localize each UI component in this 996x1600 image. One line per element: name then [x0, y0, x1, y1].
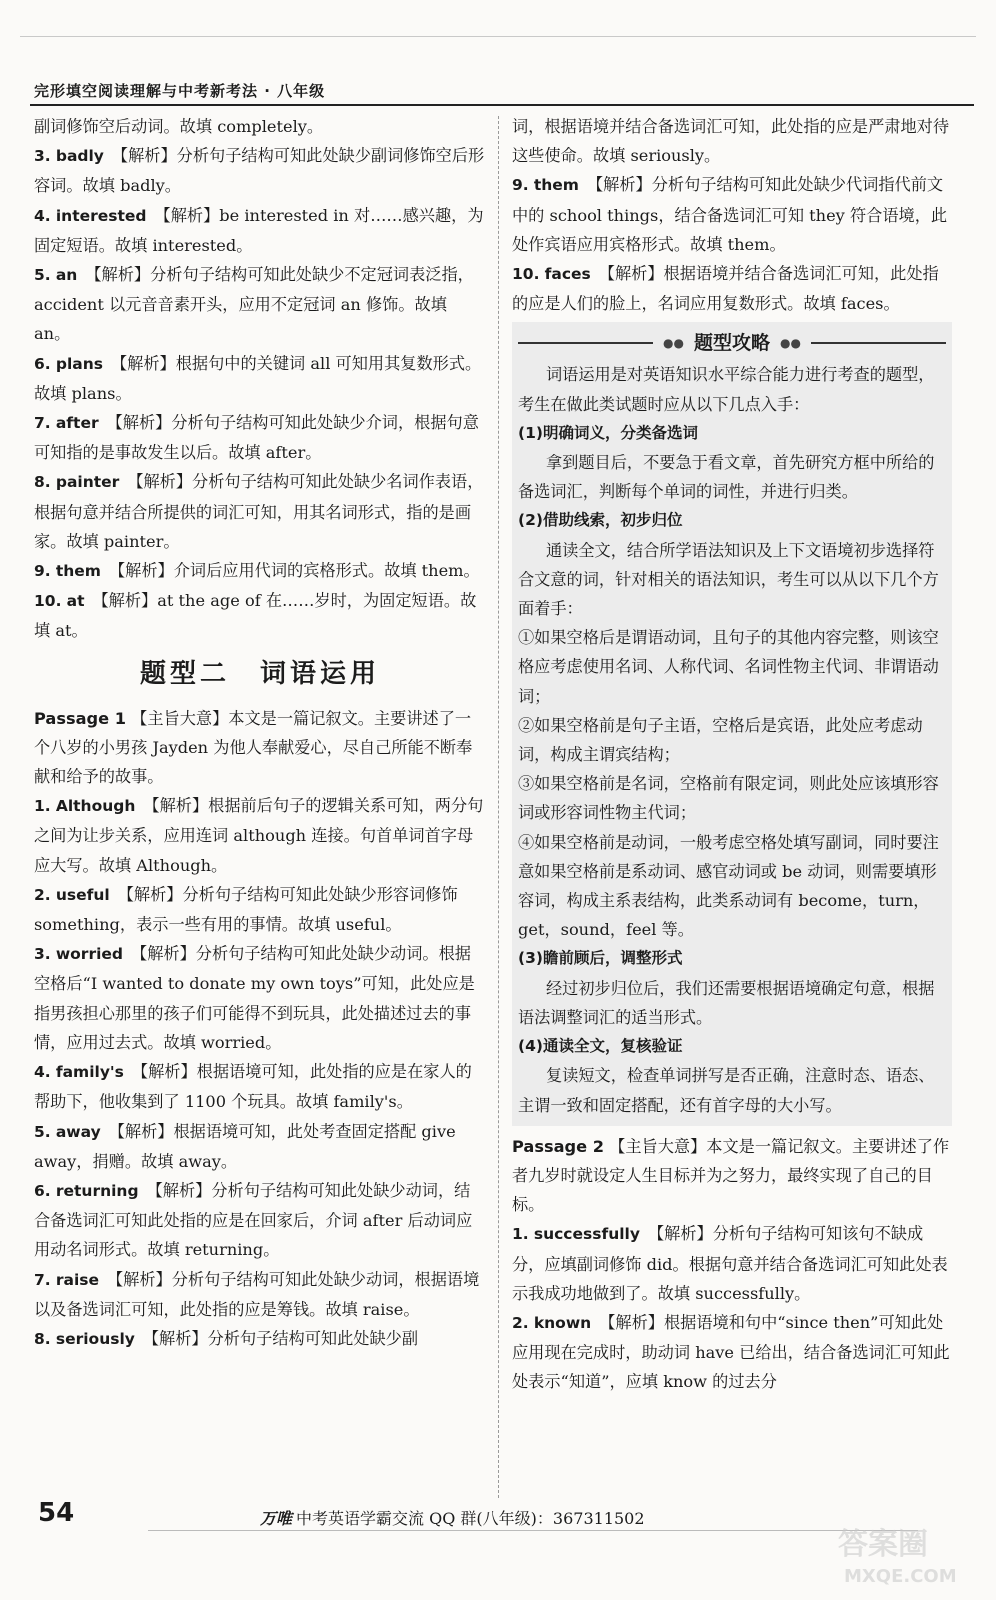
answer-list-passage-2: [512, 1219, 952, 1396]
answer-item: [34, 201, 486, 260]
strategy-step-3-title: (3)瞻前顾后，调整形式: [518, 949, 683, 968]
passage-2-summary-text: 【主旨大意】本文是一篇记叙文。主要讲述了作者九岁时就设定人生目标并为之努力，最终实现了自己的目标。: [512, 1136, 950, 1215]
strategy-step-2-text: 通读全文，结合所学语法知识及上下文语境初步选择符合文意的词，针对相关的语法知识，考生可以从以下几个方面着手：: [518, 540, 939, 619]
answer-word: known: [533, 1313, 592, 1332]
answer-item: [34, 349, 486, 408]
answer-word: interested: [55, 206, 147, 225]
answer-word: useful: [55, 885, 110, 904]
answer-number: 6.: [34, 354, 51, 373]
dots-icon: ●●: [780, 336, 801, 351]
header-rule: [30, 104, 974, 106]
top-rule: [20, 36, 976, 37]
answer-explanation: 【解析】分析句子结构可知此处缺少动词，根据语境以及备选词汇可知，此处指的应是筹钱。故填 raise。: [34, 1269, 480, 1319]
answer-item: [34, 556, 486, 586]
passage-2-summary: [512, 1132, 952, 1220]
answer-number: 10.: [34, 592, 62, 611]
answer-explanation: 【解析】分析句子结构可知此处缺少名词作表语，根据句意并结合所提供的词汇可知，用其名词形式，指的是画家。故填 painter。: [34, 472, 484, 551]
answer-explanation: 【解析】分析句子结构可知此处缺少不定冠词表泛指，accident 以元音音素开头，应用不定冠词 an 修饰。故填 an。: [34, 265, 474, 344]
strategy-title: 题型攻略: [694, 332, 771, 355]
answer-explanation: 【解析】分析句子结构可知此处缺少动词。根据空格后“I wanted to donate my own toys”可知，此处应是指男孩担心那里的孩子们可能得不到玩具，此处描述过去的事情，应用过去式。故填 worried。: [34, 944, 475, 1052]
answer-item: [34, 467, 486, 556]
answer-number: 6.: [34, 1181, 51, 1200]
answer-word: after: [55, 414, 99, 433]
answer-word: away: [55, 1122, 101, 1141]
strategy-step-4-text: 复读短文，检查单词拼写是否正确，注意时态、语态、主谓一致和固定搭配，还有首字母的大小写。: [518, 1066, 935, 1115]
answer-number: 1.: [34, 797, 51, 816]
answer-list-passage-prev: [34, 112, 486, 646]
answer-item: [34, 880, 486, 939]
answer-explanation: 【解析】分析句子结构可知此处缺少形容词修饰 something，表示一些有用的事情。故填 useful。: [34, 884, 458, 935]
answer-item: [512, 259, 952, 318]
page-number: 54: [38, 1498, 75, 1528]
answer-number: 7.: [34, 1270, 51, 1289]
answer-word: successfully: [533, 1225, 640, 1244]
answer-explanation: 【解析】at the age of 在……岁时，为固定短语。故填 at。: [34, 591, 477, 641]
answer-word: raise: [55, 1270, 99, 1289]
answer-item: [512, 170, 952, 259]
heading-line-left: [518, 342, 653, 344]
answer-item: [34, 408, 486, 467]
passage-1-summary-text: 【主旨大意】本文是一篇记叙文。主要讲述了一个八岁的小男孩 Jayden 为他人奉献爱心，尽自己所能不断奉献和给予的故事。: [34, 708, 473, 787]
dots-icon: ●●: [663, 336, 684, 351]
svg-text:答案圈: 答案圈: [838, 1527, 928, 1562]
svg-text:MXQE.COM: MXQE.COM: [844, 1566, 957, 1587]
strategy-point: ③如果空格前是名词，空格前有限定词，则此处应该填形容词或形容词性物主代词；: [518, 774, 939, 823]
answer-number: 3.: [34, 945, 51, 964]
answer-item: [34, 260, 486, 349]
answer-item: [34, 939, 486, 1057]
answer-number: 4.: [34, 1063, 51, 1082]
answer-word: returning: [55, 1181, 139, 1200]
answer-explanation: 【解析】根据句中的关键词 all 可知用其复数形式。故填 plans。: [34, 353, 482, 403]
answer-number: 4.: [34, 206, 51, 225]
watermark-logo: [830, 1520, 980, 1590]
answer-list-passage-1: [34, 791, 486, 1354]
page-footer: [38, 1498, 958, 1540]
answer-item: [34, 791, 486, 880]
section-title: 题型二 词语运用: [139, 658, 380, 689]
answer-item: [34, 141, 486, 200]
answer-word: painter: [55, 473, 120, 492]
answer-item: [34, 586, 486, 645]
answer-word: family's: [55, 1063, 124, 1082]
answer-explanation: 【解析】根据语境和句中“since then”可知此处应用现在完成时，助动词 have 已给出，结合备选词汇可知此处表示“知道”，应填 know 的过去分: [512, 1312, 950, 1392]
answer-word: an: [55, 266, 78, 285]
passage-1-label: Passage 1: [34, 708, 127, 728]
answer-explanation: 【解析】根据语境可知，此处考查固定搭配 give away，捐赠。故填 away。: [34, 1121, 456, 1171]
answer-item: [34, 112, 486, 141]
answer-explanation: 【解析】分析句子结构可知此处缺少介词，根据句意可知指的是事故发生以后。故填 after。: [34, 413, 479, 463]
strategy-step-2-title: (2)借助线索，初步归位: [518, 511, 683, 530]
answer-explanation: 词，根据语境并结合备选词汇可知，此处指的应是严肃地对待这些使命。故填 seriously。: [512, 117, 950, 166]
left-column: [34, 112, 486, 1354]
book-title: 完形填空阅读理解与中考新考法 · 八年级: [34, 82, 326, 100]
answer-explanation: 【解析】分析句子结构可知此处缺少副: [142, 1328, 419, 1348]
strategy-point: ①如果空格后是谓语动词，且句子的其他内容完整，则该空格应考虑使用名词、人称代词、名词性物主代词、非谓语动词；: [518, 628, 939, 706]
answer-number: 10.: [512, 265, 540, 284]
answer-word: faces: [544, 265, 591, 284]
answer-number: 9.: [512, 176, 529, 195]
answer-word: seriously: [55, 1329, 135, 1348]
strategy-step-1-text: 拿到题目后，不要急于看文章，首先研究方框中所给的备选词汇，判断每个单词的词性，并进行归类。: [518, 453, 935, 502]
answer-number: 8.: [34, 473, 51, 492]
answer-number: 5.: [34, 266, 51, 285]
answer-number: 8.: [34, 1329, 51, 1348]
answer-number: 2.: [512, 1313, 529, 1332]
answer-word: them: [55, 562, 101, 581]
strategy-intro: 词语运用是对英语知识水平综合能力进行考查的题型，考生在做此类试题时应从以下几点入手：: [518, 365, 935, 414]
strategy-step-3-text: 经过初步归位后，我们还需要根据语境确定句意，根据语法调整词汇的适当形式。: [518, 978, 935, 1027]
answer-list-continued: [512, 112, 952, 318]
answer-word: badly: [55, 147, 104, 166]
strategy-box: [512, 322, 952, 1125]
answer-explanation: 【解析】分析句子结构可知该句不缺成分，应填副词修饰 did。根据句意并结合备选词汇可知此处表示我成功地做到了。故填 successfully。: [512, 1224, 948, 1303]
answer-item: [512, 1219, 952, 1308]
answer-item: [34, 1057, 486, 1116]
strategy-point: ②如果空格前是句子主语，空格后是宾语，此处应考虑动词，构成主谓宾结构；: [518, 715, 923, 765]
right-column: [512, 112, 952, 1397]
strategy-step-1-title: (1)明确词义，分类备选词: [518, 423, 698, 442]
passage-1-summary: [34, 704, 486, 792]
answer-number: 1.: [512, 1225, 529, 1244]
answer-number: 3.: [34, 147, 51, 166]
answer-item: [512, 1308, 952, 1397]
answer-word: them: [533, 176, 579, 195]
passage-2-label: Passage 2: [512, 1136, 605, 1156]
answer-explanation: 【解析】根据语境可知，此处指的应是在家人的帮助下，他收集到了 1100 个玩具。故填 family's。: [34, 1062, 472, 1112]
strategy-heading: [518, 326, 946, 360]
strategy-step-4-title: (4)通读全文，复核验证: [518, 1037, 683, 1056]
heading-line-right: [811, 342, 946, 344]
answer-item: [34, 1265, 486, 1324]
answer-item: [512, 112, 952, 170]
answer-item: [34, 1117, 486, 1176]
answer-item: [34, 1176, 486, 1265]
answer-explanation: 【解析】根据语境并结合备选词汇可知，此处指的应是人们的脸上，名词应用复数形式。故填 faces。: [512, 264, 939, 314]
answer-explanation: 副词修饰空后动词。故填 completely。: [34, 117, 324, 136]
answer-explanation: 【解析】根据前后句子的逻辑关系可知，两分句之间为让步关系，应用连词 although 连接。句首单词首字母应大写。故填 Although。: [34, 796, 484, 875]
answer-explanation: 【解析】介词后应用代词的宾格形式。故填 them。: [108, 561, 480, 581]
answer-number: 5.: [34, 1122, 51, 1141]
answer-word: plans: [55, 354, 103, 373]
answer-word: worried: [55, 945, 124, 964]
answer-word: at: [66, 592, 85, 611]
strategy-point: ④如果空格前是动词，一般考虑空格处填写副词，同时要注意如果空格前是系动词、感官动词或 be 动词，则需要填形容词，构成主系表结构，此类系动词有 become，turn，get，sound，feel 等。: [518, 832, 939, 940]
answer-item: [34, 1324, 486, 1354]
brand-logo: 万唯: [260, 1509, 293, 1528]
answer-number: 2.: [34, 885, 51, 904]
column-divider: [498, 116, 499, 1498]
answer-explanation: 【解析】分析句子结构可知此处缺少动词，结合备选词汇可知此处指的应是在回家后，介词 after 后动词应用动名词形式。故填 returning。: [34, 1180, 473, 1260]
footer-text: [260, 1506, 645, 1529]
answer-word: Although: [55, 797, 136, 816]
footer-rule: [148, 1530, 918, 1531]
footer-qq-text: 中考英语学霸交流 QQ 群(八年级)：367311502: [296, 1509, 645, 1528]
answer-number: 7.: [34, 414, 51, 433]
answer-explanation: 【解析】分析句子结构可知此处缺少代词指代前文中的 school things，结合备选词汇可知 they 符合语境，此处作宾语应用宾格形式。故填 them。: [512, 175, 948, 254]
answer-number: 9.: [34, 562, 51, 581]
answer-explanation: 【解析】be interested in 对……感兴趣，为固定短语。故填 interested。: [34, 205, 484, 255]
answer-explanation: 【解析】分析句子结构可知此处缺少副词修饰空后形容词。故填 badly。: [34, 146, 485, 196]
